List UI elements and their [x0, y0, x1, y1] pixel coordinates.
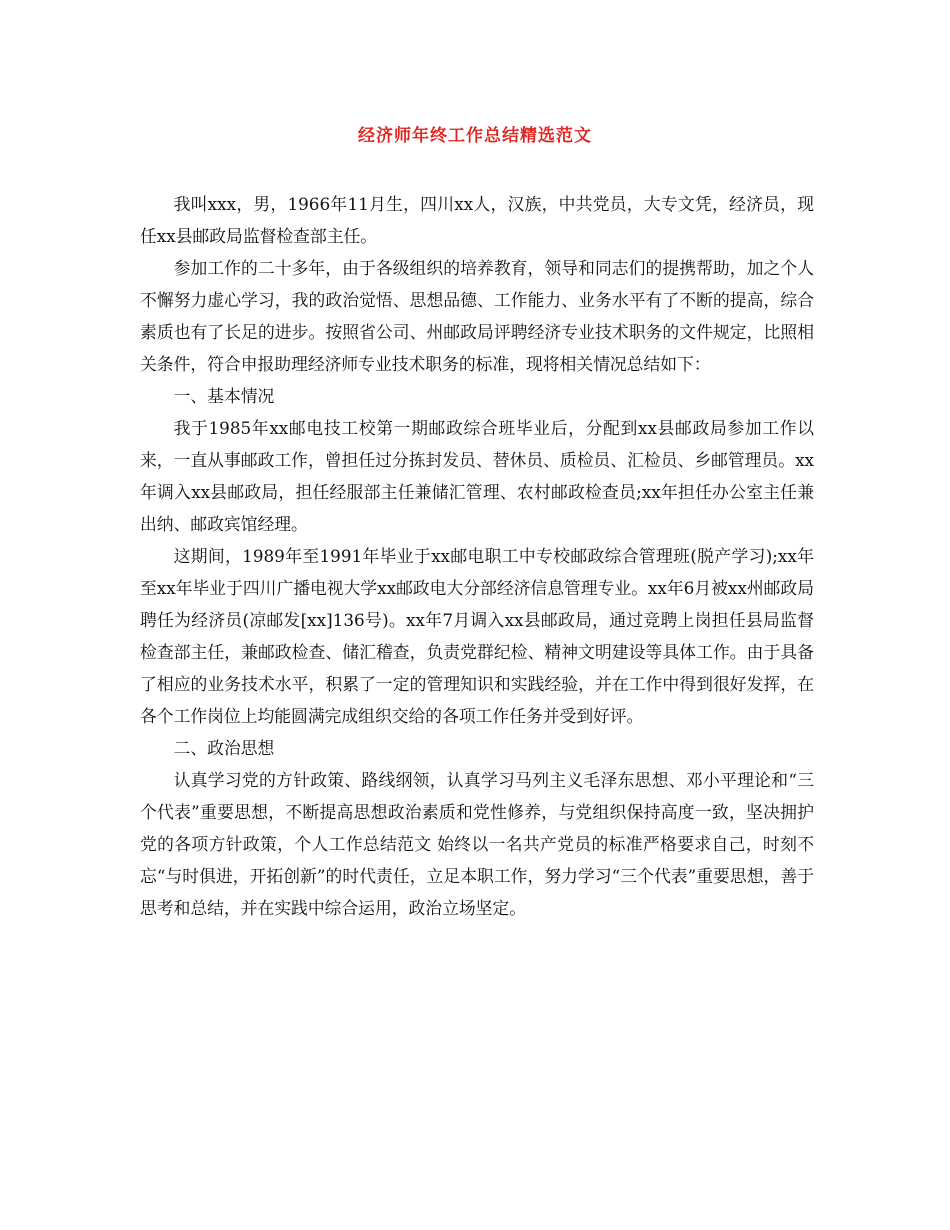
paragraph-work-history: 我于1985年xx邮电技工校第一期邮政综合班毕业后，分配到xx县邮政局参加工作以来，一直从事邮政工作，曾担任过分拣封发员、替休员、质检员、汇检员、乡邮管理员。xx年调入xx县邮政局，担任经服部主任兼储汇管理、农村邮政检查员;xx年担任办公室主任兼出纳、邮政宾馆经理。 — [140, 418, 814, 534]
paragraph-education: 这期间，1989年至1991年毕业于xx邮电职工中专校邮政综合管理班(脱产学习);xx年至xx年毕业于四川广播电视大学xx邮政电大分部经济信息管理专业。xx年6月被xx州邮政局聘任为经济员(凉邮发[xx]136号)。xx年7月调入xx县邮政局，通过竞聘上岗担任县局监督检查部主任，兼邮政检查、储汇稽查，负责党群纪检、精神文明建设等具体工作。由于具备了相应的业务技术水平，积累了一定的管理知识和实践经验，并在工作中得到很好发挥，在各个工作岗位上均能圆满完成组织交给的各项工作任务并受到好评。 — [140, 546, 814, 726]
section-heading-basic-info: 一、基本情况 — [173, 386, 275, 406]
document-title: 经济师年终工作总结精选范文 — [358, 126, 592, 146]
section-heading-political: 二、政治思想 — [173, 738, 275, 758]
paragraph-political: 认真学习党的方针政策、路线纲领，认真学习马列主义毛泽东思想、邓小平理论和“三个代表”重要思想，不断提高思想政治素质和党性修养，与党组织保持高度一致，坚决拥护党的各项方针政策，个人工作总结范文 始终以一名共产党员的标准严格要求自己，时刻不忘“与时俱进，开拓创新”的时代责任，立足本职工作，努力学习“三个代表”重要思想，善于思考和总结，并在实践中综合运用，政治立场坚定。 — [140, 770, 814, 918]
document-body — [140, 188, 814, 924]
paragraph-overview: 参加工作的二十多年，由于各级组织的培养教育，领导和同志们的提携帮助，加之个人不懈努力虚心学习，我的政治觉悟、思想品德、工作能力、业务水平有了不断的提高，综合素质也有了长足的进步。按照省公司、州邮政局评聘经济专业技术职务的文件规定，比照相关条件，符合申报助理经济师专业技术职务的标准，现将相关情况总结如下： — [140, 258, 814, 374]
paragraph-intro: 我叫xxx，男，1966年11月生，四川xx人，汉族，中共党员，大专文凭，经济员，现任xx县邮政局监督检查部主任。 — [140, 194, 814, 246]
